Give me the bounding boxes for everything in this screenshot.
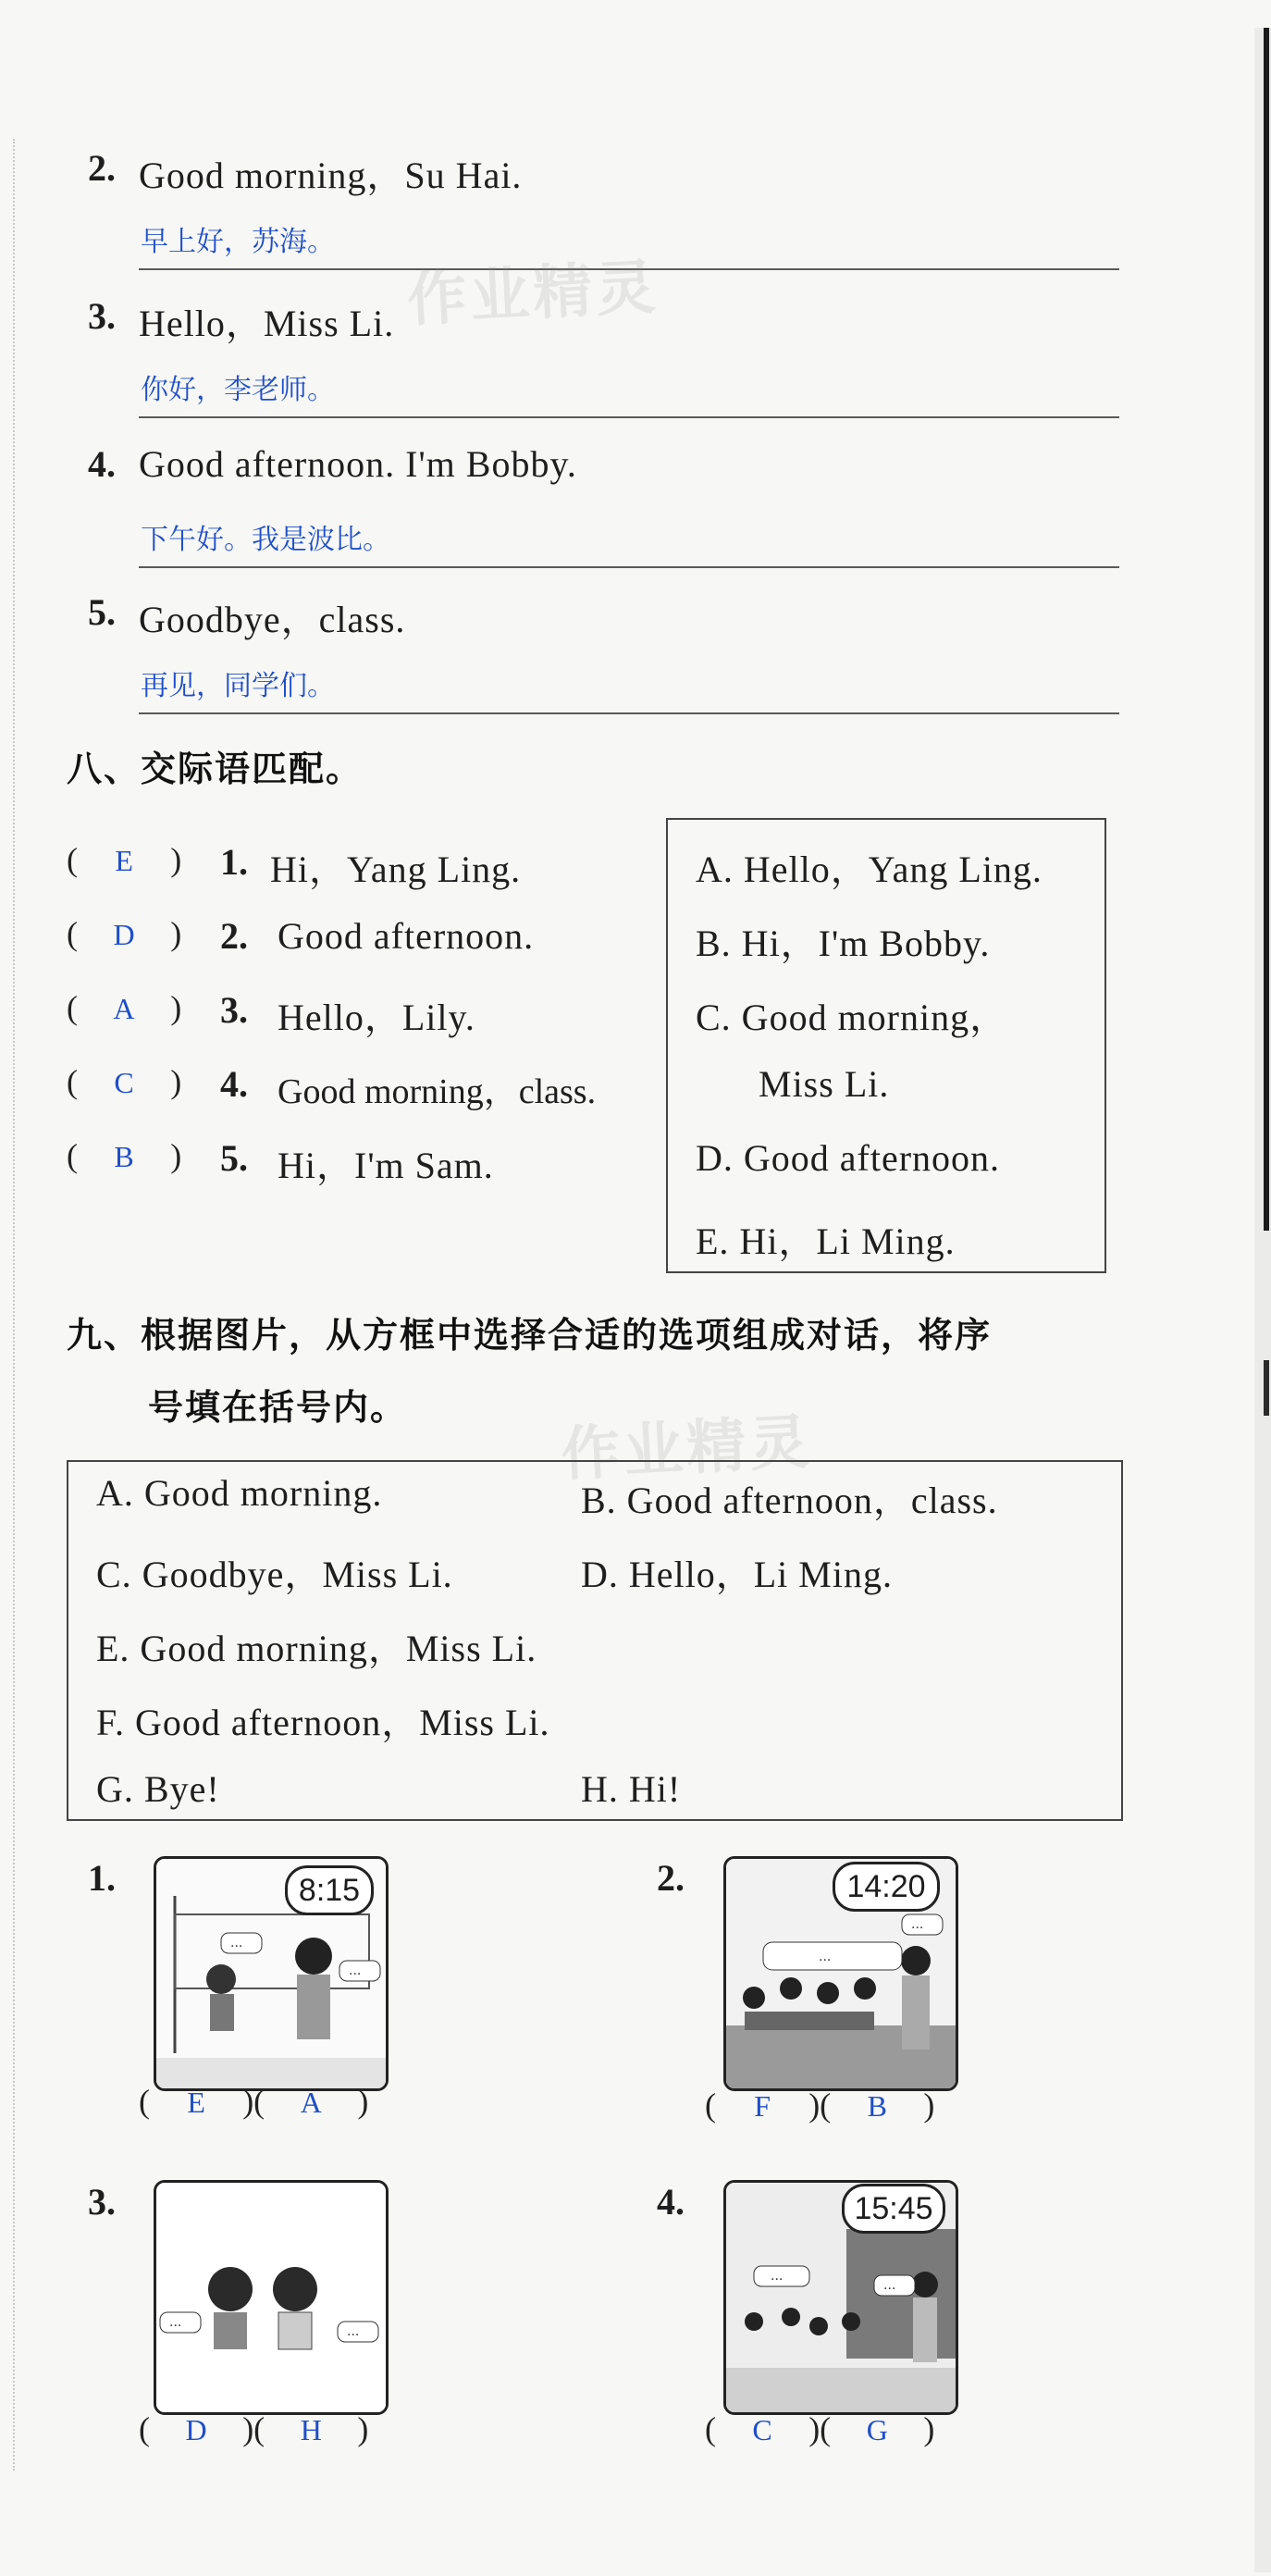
chinese-translation: 再见，同学们。 [141, 670, 335, 702]
picture-answers [139, 2082, 368, 2121]
match-question [67, 1136, 181, 1175]
scene-two-children-illustration [156, 2183, 386, 2412]
match-question [67, 840, 181, 879]
watermark: 作业精灵 [405, 253, 661, 336]
svg-text:...: ... [819, 1950, 832, 1964]
match-question [67, 988, 181, 1027]
picture-number: 3. [88, 2181, 116, 2223]
answer-blank[interactable]: A [113, 992, 135, 1025]
item-number: 2. [88, 147, 116, 189]
clock-time: 8:15 [285, 1865, 374, 1915]
close-paren: ) [357, 2083, 369, 2120]
binding-shadow [1264, 28, 1269, 1231]
question-number: 3. [220, 989, 248, 1031]
answer-blank[interactable]: F [754, 2089, 771, 2123]
open-paren: ( [705, 2410, 716, 2447]
answer-blank[interactable]: A [300, 2086, 322, 2119]
watermark: 作业精灵 [559, 1407, 815, 1491]
section9-heading: 九、根据图片，从方框中选择合适的选项组成对话，将序 [67, 1315, 993, 1356]
option-d: D. Hello，Li Ming. [581, 1554, 893, 1595]
picture-number: 1. [88, 1857, 116, 1899]
question-text: Hello，Lily. [278, 997, 475, 1038]
option-a: A. Hello，Yang Ling. [696, 848, 1043, 890]
close-paren: )( [808, 2087, 832, 2124]
option-f: F. Good afternoon，Miss Li. [96, 1702, 550, 1743]
chinese-translation: 早上好，苏海。 [141, 226, 335, 258]
close-paren: ) [170, 841, 182, 878]
open-paren: ( [67, 915, 78, 952]
svg-text:...: ... [230, 1936, 243, 1951]
svg-text:...: ... [911, 1917, 924, 1932]
question-text: Good morning，class. [278, 1072, 597, 1111]
option-b: B. Good afternoon，class. [581, 1480, 998, 1521]
answer-line [139, 712, 1119, 714]
open-paren: ( [139, 2410, 150, 2447]
question-number: 2. [220, 915, 248, 957]
clock-time: 14:20 [833, 1862, 940, 1912]
margin-rule [13, 139, 17, 2471]
close-paren: ) [170, 1137, 182, 1174]
question-text: Good afternoon. [278, 915, 535, 957]
chinese-translation: 下午好。我是波比。 [141, 524, 390, 556]
close-paren: ) [170, 915, 182, 952]
svg-text:...: ... [347, 2324, 360, 2339]
item-number: 4. [88, 443, 116, 485]
english-sentence: Goodbye，class. [139, 599, 406, 640]
option-d: D. Good afternoon. [696, 1137, 1001, 1179]
answer-blank[interactable]: B [867, 2089, 887, 2123]
answer-blank[interactable]: C [114, 1066, 134, 1099]
match-question [67, 914, 181, 953]
open-paren: ( [139, 2083, 150, 2120]
question-number: 1. [220, 841, 248, 883]
close-paren: )( [242, 2083, 265, 2120]
answer-blank[interactable]: C [752, 2413, 772, 2446]
close-paren: ) [170, 1063, 182, 1100]
close-paren: )( [808, 2410, 832, 2447]
close-paren: ) [170, 989, 182, 1026]
answer-blank[interactable]: D [113, 918, 135, 951]
picture-answers [705, 2409, 934, 2448]
english-sentence: Good afternoon. I'm Bobby. [139, 443, 577, 485]
answer-line [139, 566, 1119, 568]
open-paren: ( [67, 841, 78, 878]
answer-blank[interactable]: E [187, 2086, 205, 2119]
option-c: C. Goodbye，Miss Li. [96, 1554, 453, 1595]
picture-answers [705, 2086, 934, 2124]
section8-heading: 八、交际语匹配。 [67, 749, 364, 789]
open-paren: ( [705, 2087, 716, 2124]
picture-number: 2. [657, 1857, 685, 1899]
item-number: 3. [88, 295, 116, 337]
answer-blank[interactable]: D [185, 2413, 207, 2446]
picture-children-meeting [154, 2180, 389, 2415]
option-a: A. Good morning. [96, 1472, 383, 1514]
close-paren: ) [923, 2087, 935, 2124]
question-text: Hi，Yang Ling. [270, 848, 522, 890]
answer-line [139, 416, 1119, 418]
section9-heading-cont: 号填在括号内。 [148, 1387, 408, 1428]
match-question [67, 1062, 181, 1101]
open-paren: ( [67, 1063, 78, 1100]
picture-answers [139, 2409, 368, 2448]
answer-blank[interactable]: G [866, 2413, 888, 2446]
close-paren: )( [242, 2410, 265, 2447]
question-number: 5. [220, 1137, 248, 1179]
svg-text:...: ... [169, 2315, 182, 2330]
option-h: H. Hi! [581, 1768, 682, 1810]
question-text: Hi，I'm Sam. [278, 1145, 494, 1186]
close-paren: ) [357, 2410, 369, 2447]
item-number: 5. [88, 591, 116, 633]
option-b: B. Hi，I'm Bobby. [696, 923, 991, 964]
option-g: G. Bye! [96, 1768, 220, 1810]
question-number: 4. [220, 1063, 248, 1105]
option-c-continued: Miss Li. [759, 1063, 890, 1105]
binding-mark [1264, 1360, 1269, 1416]
close-paren: ) [923, 2410, 935, 2447]
svg-text:...: ... [883, 2278, 896, 2293]
open-paren: ( [67, 1137, 78, 1174]
svg-text:...: ... [771, 2269, 784, 2284]
open-paren: ( [67, 989, 78, 1026]
answer-blank[interactable]: E [115, 844, 133, 877]
answer-blank[interactable]: H [300, 2413, 322, 2446]
english-sentence: Good morning，Su Hai. [139, 155, 523, 196]
answer-blank[interactable]: B [114, 1140, 134, 1173]
english-sentence: Hello，Miss Li. [139, 303, 395, 344]
option-c: C. Good morning， [696, 997, 1008, 1038]
option-e: E. Good morning，Miss Li. [96, 1628, 537, 1669]
option-e: E. Hi，Li Ming. [696, 1220, 956, 1262]
svg-text:...: ... [349, 1963, 362, 1978]
chinese-translation: 你好，李老师。 [141, 374, 335, 406]
picture-number: 4. [657, 2181, 685, 2223]
clock-time: 15:45 [842, 2184, 945, 2234]
